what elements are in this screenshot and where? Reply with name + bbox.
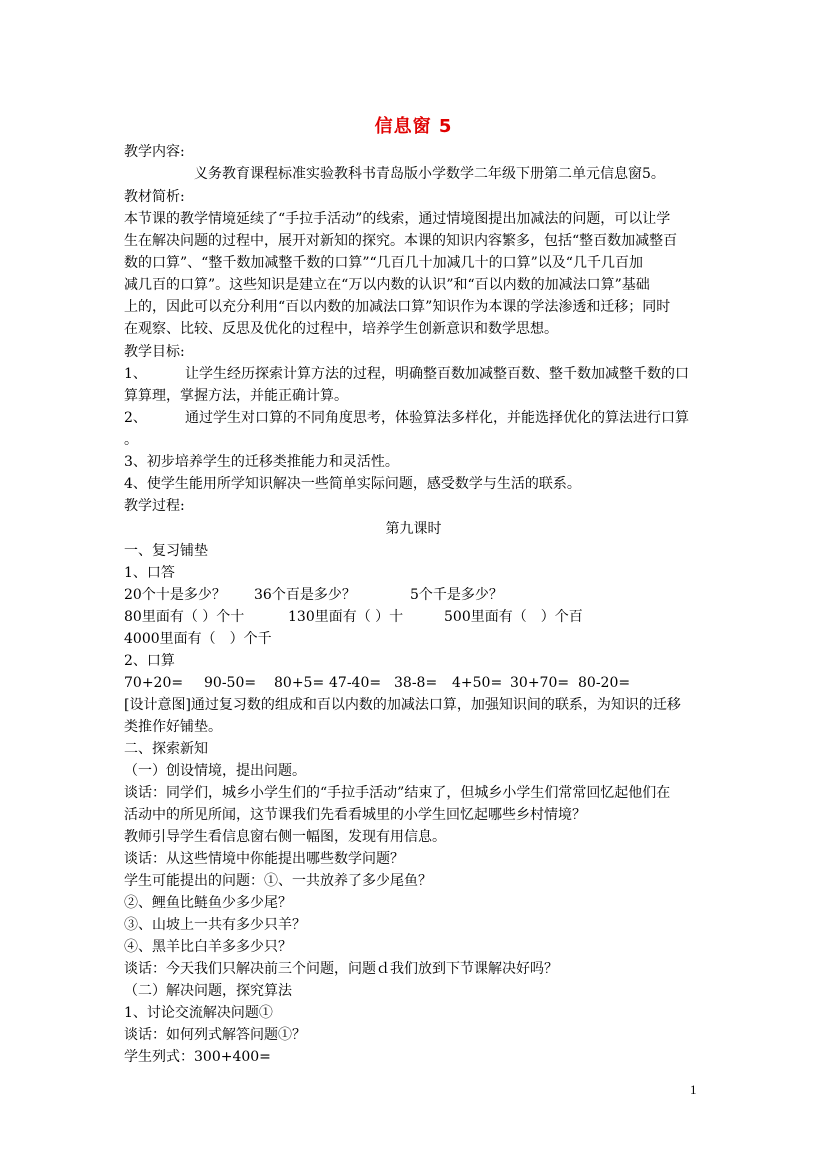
oral-question-row	[124, 585, 714, 607]
oral-question: 4000里面有（ ）个千	[124, 631, 272, 647]
calculation: 30+70=	[510, 675, 570, 691]
instruction-line: 教师引导学生看信息窗右侧一幅图，发现有用信息。	[124, 829, 446, 845]
dialogue-line: 谈话：同学们，城乡小学生们的“手拉手活动”结束了，但城乡小学生们常常回忆起他们在	[124, 785, 671, 801]
page-number: 1	[690, 1082, 697, 1097]
goal-item	[124, 364, 714, 386]
goal-item	[124, 408, 714, 430]
calculation: 38-8=	[394, 675, 438, 691]
page-title: 信息窗 5	[374, 116, 453, 137]
analysis-line: 在观察、比较、反思及优化的过程中，培养学生创新意识和数学思想。	[124, 321, 558, 337]
subsection-heading: （一）创设情境，提出问题。	[124, 763, 306, 779]
design-intent: [设计意图]通过复习数的组成和百以内数的加减法口算，加强知识间的联系，为知识的迁移	[124, 697, 681, 713]
oral-question: 130里面有（ ）十	[288, 609, 404, 625]
process-heading: 教学过程:	[124, 498, 185, 514]
goal-number: 2、	[124, 410, 147, 426]
question-line: ④、黑羊比白羊多多少只？	[124, 939, 292, 955]
analysis-line: 本节课的教学情境延续了“手拉手活动”的线索，通过情境图提出加减法的问题，可以让学	[124, 211, 671, 227]
oral-question: 500里面有（ ）个百	[444, 609, 583, 625]
analysis-line: 生在解决问题的过程中，展开对新知的探究。本课的知识内容繁多，包括“整百数加减整百	[124, 233, 678, 249]
content-heading: 教学内容:	[124, 144, 185, 160]
question-line: ③、山坡上一共有多少只羊？	[124, 917, 306, 933]
goal-text: 3、初步培养学生的迁移类推能力和灵活性。	[124, 454, 399, 470]
calculation: 70+20=	[124, 675, 184, 691]
goal-number: 1、	[124, 366, 147, 382]
calculation: 47-40=	[329, 675, 382, 691]
discussion-line: 1、讨论交流解决问题①	[124, 1005, 273, 1021]
goal-text: 通过学生对口算的不同角度思考，体验算法多样化，并能选择优化的算法进行口算	[185, 410, 689, 426]
calculation: 80+5=	[274, 675, 325, 691]
calculation: 4+50=	[452, 675, 503, 691]
analysis-heading: 教材简析:	[124, 189, 185, 205]
question-line: ②、鲤鱼比鲢鱼少多少尾？	[124, 895, 292, 911]
question-line: 学生可能提出的问题：①、一共放养了多少尾鱼？	[124, 873, 432, 889]
content-text: 义务教育课程标准实验教科书青岛版小学数学二年级下册第二单元信息窗5。	[194, 166, 665, 182]
goal-text: 算算理，掌握方法，并能正确计算。	[124, 388, 348, 404]
analysis-line: 减几百的口算”。这些知识是建立在“万以内数的认识”和“百以内数的加减法口算”基础	[124, 277, 650, 293]
oral-question: 20个十是多少？	[124, 587, 226, 603]
calculation: 80-20=	[578, 675, 631, 691]
subsection-heading: 1、口答	[124, 565, 175, 581]
student-formula: 学生列式：300+400=	[124, 1049, 271, 1065]
calculation: 90-50=	[204, 675, 257, 691]
oral-question: 80里面有（ ）个十	[124, 609, 245, 625]
dialogue-line: 谈话：从这些情境中你能提出哪些数学问题？	[124, 851, 404, 867]
goal-text: 。	[124, 432, 138, 448]
design-intent: 类推作好铺垫。	[124, 719, 222, 735]
goal-text: 让学生经历探索计算方法的过程，明确整百数加减整百数、整千数加减整千数的口	[185, 366, 689, 382]
calculation-row	[124, 673, 714, 695]
subsection-heading: 2、口算	[124, 653, 175, 669]
analysis-line: 上的，因此可以充分利用“百以内数的加减法口算”知识作为本课的学法渗透和迁移；同时	[124, 299, 671, 315]
dialogue-line: 谈话：如何列式解答问题①？	[124, 1027, 306, 1043]
goal-text: 4、使学生能用所学知识解决一些简单实际问题，感受数学与生活的联系。	[124, 476, 581, 492]
dialogue-line: 活动中的所见所闻，这节课我们先看看城里的小学生回忆起哪些乡村情境？	[124, 807, 586, 823]
subsection-heading: （二）解决问题，探究算法	[124, 983, 292, 999]
oral-question-row	[124, 607, 714, 629]
oral-question: 5个千是多少？	[410, 587, 503, 603]
section-heading: 一、复习铺垫	[124, 543, 208, 559]
analysis-line: 数的口算”、“整千数加减整千数的口算”“几百几十加减几十的口算”以及“几千几百加	[124, 255, 643, 271]
lesson-title: 第九课时	[385, 521, 442, 537]
oral-question: 36个百是多少？	[254, 587, 356, 603]
section-heading: 二、探索新知	[124, 741, 208, 757]
goals-heading: 教学目标:	[124, 344, 185, 360]
dialogue-line: 谈话：今天我们只解决前三个问题，问题ｄ我们放到下节课解决好吗？	[124, 961, 558, 977]
